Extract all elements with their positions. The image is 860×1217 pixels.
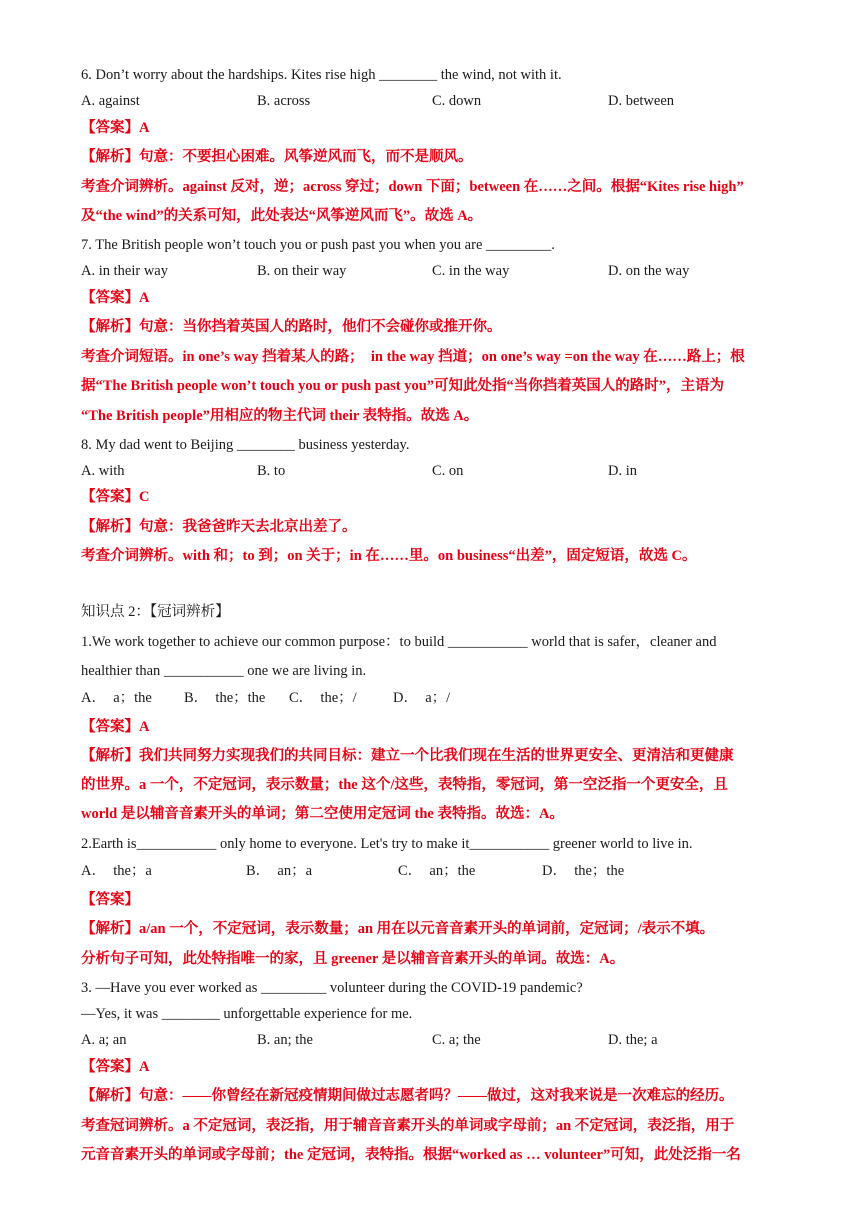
q7-explanation-3: 据“The British people won’t touch you or push past you”可知此处指“当你挡着英国人的路时”，主语为 — [81, 378, 725, 394]
a2-option-b: B． an；a — [246, 863, 313, 879]
q6-answer: 【答案】A — [81, 120, 150, 136]
a2-option-d: D． the；the — [542, 863, 625, 879]
a3-explanation-1: 【解析】句意：——你曾经在新冠疫情期间做过志愿者吗？——做过，这对我来说是一次难忘的经历。 — [81, 1088, 734, 1104]
q7-option-b: B. on their way — [257, 263, 347, 279]
q8-explanation-2: 考查介词辨析。with 和；to 到；on 关于；in 在……里。on business“出差”，固定短语，故选 C。 — [81, 548, 697, 564]
q6-explanation-1: 【解析】句意：不要担心困难。风筝逆风而飞，而不是顺风。 — [81, 149, 473, 165]
question-8-stem: 8. My dad went to Beijing ________ business yesterday. — [81, 437, 410, 453]
a3-explanation-3: 元音音素开头的单词或字母前；the 定冠词，表特指。根据“worked as … volunteer”可知，此处泛指一名 — [81, 1147, 741, 1163]
section-heading: 知识点 2：【冠词辨析】 — [81, 604, 230, 620]
article-q3-stem-1: 3. —Have you ever worked as _________ volunteer during the COVID-19 pandemic? — [81, 980, 583, 996]
q7-option-d: D. on the way — [608, 263, 690, 279]
a3-option-c: C. a; the — [432, 1032, 481, 1048]
q7-explanation-1: 【解析】句意：当你挡着英国人的路时，他们不会碰你或推开你。 — [81, 319, 502, 335]
article-q1-stem-2: healthier than ___________ one we are living in. — [81, 663, 367, 679]
q8-option-c: C. on — [432, 463, 464, 479]
a3-option-d: D. the; a — [608, 1032, 658, 1048]
q6-option-c: C. down — [432, 93, 482, 109]
article-q1-stem-1: 1.We work together to achieve our common purpose：to build ___________ world that is safer，cleaner and — [81, 634, 717, 650]
a2-option-a: A． the；a — [81, 863, 152, 879]
a2-answer: 【答案】 — [81, 892, 139, 908]
q6-explanation-2: 考查介词辨析。against 反对，逆；across 穿过；down 下面；between 在……之间。根据“Kites rise high” — [81, 179, 744, 195]
a1-option-c: C． the；/ — [289, 690, 357, 706]
question-7-stem: 7. The British people won’t touch you or push past you when you are _________. — [81, 237, 555, 253]
q7-explanation-4: “The British people”用相应的物主代词 their 表特指。故选 A。 — [81, 408, 479, 424]
q6-option-a: A. against — [81, 93, 140, 109]
a3-answer: 【答案】A — [81, 1059, 150, 1075]
a1-option-b: B． the；the — [184, 690, 266, 706]
q7-answer: 【答案】A — [81, 290, 150, 306]
a2-explanation-1: 【解析】a/an 一个，不定冠词，表示数量；an 用在以元音音素开头的单词前，定冠词；/表示不填。 — [81, 921, 715, 937]
q8-explanation-1: 【解析】句意：我爸爸昨天去北京出差了。 — [81, 519, 357, 535]
q8-option-a: A. with — [81, 463, 125, 479]
a1-answer: 【答案】A — [81, 719, 150, 735]
q6-option-d: D. between — [608, 93, 675, 109]
a1-explanation-3: world 是以辅音音素开头的单词；第二空使用定冠词 the 表特指。故选：A。 — [81, 806, 564, 822]
a1-explanation-1: 【解析】我们共同努力实现我们的共同目标：建立一个比我们现在生活的世界更安全、更清洁和更健康 — [81, 748, 734, 764]
question-6-stem: 6. Don’t worry about the hardships. Kites rise high ________ the wind, not with it. — [81, 67, 562, 83]
q7-option-c: C. in the way — [432, 263, 510, 279]
q8-option-b: B. to — [257, 463, 286, 479]
article-q2-stem: 2.Earth is___________ only home to everyone. Let's try to make it___________ greener world to live in. — [81, 836, 693, 852]
a3-option-b: B. an; the — [257, 1032, 313, 1048]
a1-option-d: D． a；/ — [393, 690, 451, 706]
q8-answer: 【答案】C — [81, 489, 150, 505]
q6-explanation-3: 及“the wind”的关系可知，此处表达“风筝逆风而飞”。故选 A。 — [81, 208, 483, 224]
a2-explanation-2: 分析句子可知，此处特指唯一的家，且 greener 是以辅音音素开头的单词。故选：A。 — [81, 951, 625, 967]
a3-explanation-2: 考查冠词辨析。a 不定冠词，表泛指，用于辅音音素开头的单词或字母前；an 不定冠词，表泛指，用于 — [81, 1118, 735, 1134]
q7-option-a: A. in their way — [81, 263, 168, 279]
a3-option-a: A. a; an — [81, 1032, 127, 1048]
a2-option-c: C． an；the — [398, 863, 476, 879]
article-q3-stem-2: —Yes, it was ________ unforgettable experience for me. — [81, 1006, 413, 1022]
q6-option-b: B. across — [257, 93, 311, 109]
q8-option-d: D. in — [608, 463, 637, 479]
a1-option-a: A． a；the — [81, 690, 152, 706]
a1-explanation-2: 的世界。a 一个，不定冠词，表示数量；the 这个/这些，表特指，零冠词，第一空泛指一个更安全，且 — [81, 777, 728, 793]
q7-explanation-2: 考查介词短语。in one’s way 挡着某人的路； in the way 挡道；on one’s way =on the way 在……路上；根 — [81, 349, 745, 365]
